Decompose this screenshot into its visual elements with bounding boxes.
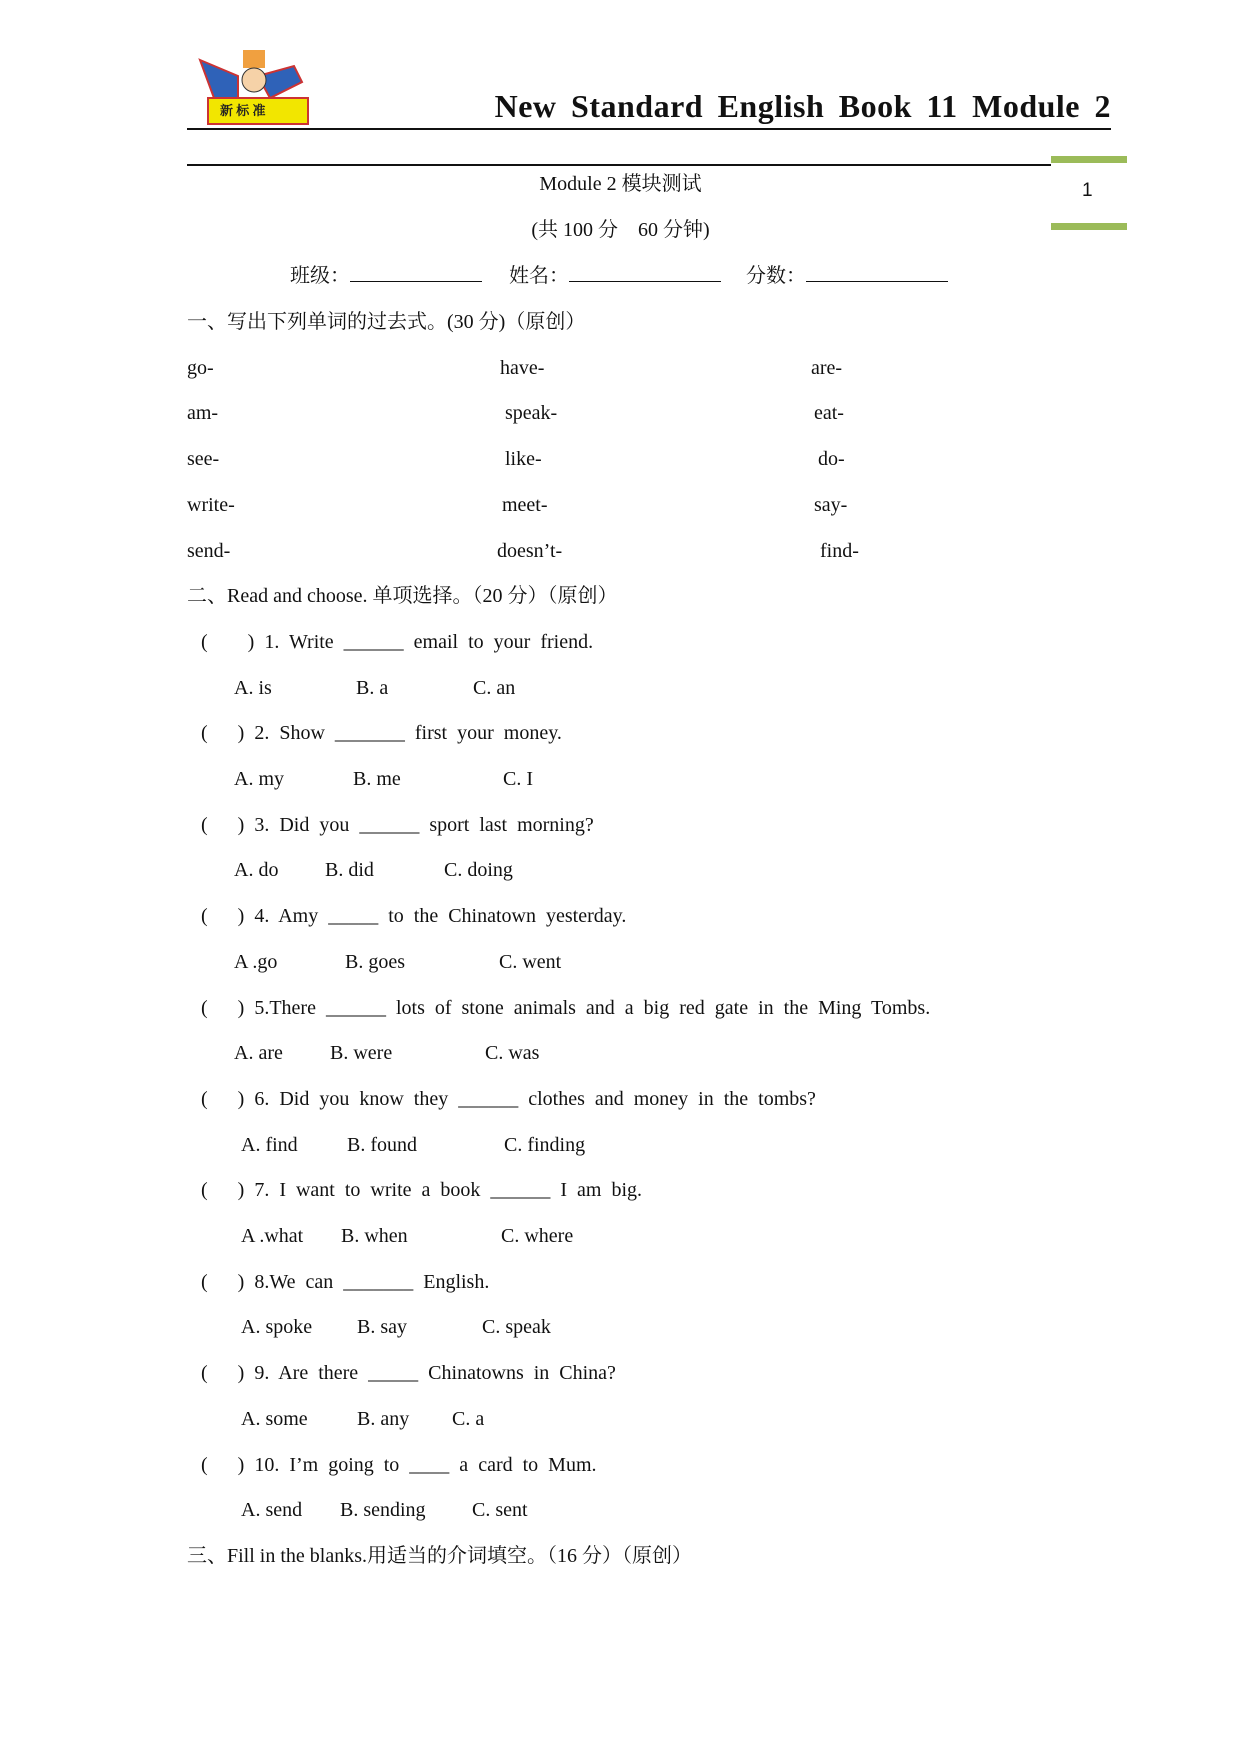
class-label: 班级： <box>290 265 350 287</box>
class-field[interactable] <box>350 263 482 282</box>
word-item: do- <box>818 448 845 471</box>
option-c: C. where <box>501 1225 574 1247</box>
score-field[interactable] <box>806 263 948 282</box>
option-a: A .go <box>234 950 278 973</box>
question-4: ( ) 4. Amy _____ to the Chinatown yesterday. <box>201 905 627 928</box>
section2-heading: 二、Read and choose. 单项选择。（20 分）（原创） <box>187 585 618 608</box>
option-a: A. is <box>234 676 272 699</box>
option-b: B. found <box>347 1133 417 1156</box>
option-c: C. I <box>503 768 533 790</box>
test-subtitle: (共 100 分 60 分钟) <box>531 219 710 241</box>
option-b: B. sending <box>340 1499 426 1522</box>
name-field[interactable] <box>569 263 721 282</box>
header-divider <box>187 128 1111 130</box>
question-1: ( ) 1. Write ______ email to your friend. <box>201 630 594 653</box>
option-b: B. me <box>353 768 401 790</box>
question-10: ( ) 10. I’m going to ____ a card to Mum. <box>201 1453 597 1476</box>
option-c: C. went <box>499 950 562 973</box>
option-c: C. doing <box>444 859 513 882</box>
option-a: A. send <box>241 1499 303 1522</box>
student-info-row <box>290 253 948 299</box>
section3-heading: 三、Fill in the blanks.用适当的介词填空。（16 分）（原创） <box>187 1544 692 1567</box>
question-8: ( ) 8.We can _______ English. <box>201 1270 490 1293</box>
name-label: 姓名： <box>509 265 569 287</box>
test-title: Module 2 模块测试 <box>539 173 702 195</box>
word-item: have- <box>500 356 545 379</box>
question-6: ( ) 6. Did you know they ______ clothes and money in the tombs? <box>201 1087 816 1110</box>
word-item: eat- <box>814 402 844 425</box>
option-b: B. a <box>356 676 389 699</box>
option-a: A. my <box>234 768 284 790</box>
option-b: B. were <box>330 1042 393 1065</box>
option-b: B. say <box>357 1316 407 1339</box>
score-label: 分数： <box>746 265 806 287</box>
option-b: B. goes <box>345 950 405 973</box>
question-3: ( ) 3. Did you ______ sport last morning? <box>201 813 594 836</box>
word-item: write- <box>187 493 235 516</box>
option-c: C. sent <box>472 1499 528 1522</box>
logo <box>198 48 318 126</box>
option-c: C. was <box>485 1042 540 1065</box>
question-2: ( ) 2. Show _______ first your money. <box>201 722 562 745</box>
option-b: B. did <box>325 859 374 882</box>
word-item: am- <box>187 402 219 425</box>
option-b: B. any <box>357 1407 410 1430</box>
option-a: A. are <box>234 1042 283 1065</box>
word-item: send- <box>187 539 231 562</box>
word-item: go- <box>187 356 214 379</box>
option-c: C. speak <box>482 1316 551 1339</box>
option-b: B. when <box>341 1225 408 1247</box>
word-item: are- <box>811 356 843 379</box>
word-item: like- <box>505 448 542 471</box>
word-item: doesn’t- <box>497 539 563 562</box>
logo-text: 新 标 准 <box>220 103 266 118</box>
option-a: A. some <box>241 1407 308 1430</box>
option-a: A .what <box>241 1225 304 1247</box>
option-c: C. a <box>452 1407 485 1430</box>
section1-heading: 一、写出下列单词的过去式。(30 分)（原创） <box>187 311 586 333</box>
header-title: New Standard English Book 11 Module 2 <box>494 88 1111 124</box>
word-item: meet- <box>502 493 548 516</box>
word-item: find- <box>820 539 859 562</box>
page-number: 1 <box>1082 180 1093 201</box>
word-item: see- <box>187 448 220 471</box>
word-item: speak- <box>505 402 558 425</box>
word-item: say- <box>814 493 848 516</box>
option-c: C. an <box>473 676 516 699</box>
question-5: ( ) 5.There ______ lots of stone animals and a big red gate in the Ming Tombs. <box>201 996 931 1019</box>
option-a: A. find <box>241 1133 298 1156</box>
option-c: C. finding <box>504 1133 586 1156</box>
question-9: ( ) 9. Are there _____ Chinatowns in China? <box>201 1362 616 1385</box>
option-a: A. do <box>234 859 279 882</box>
option-a: A. spoke <box>241 1316 313 1339</box>
question-7: ( ) 7. I want to write a book ______ I am big. <box>201 1179 643 1202</box>
